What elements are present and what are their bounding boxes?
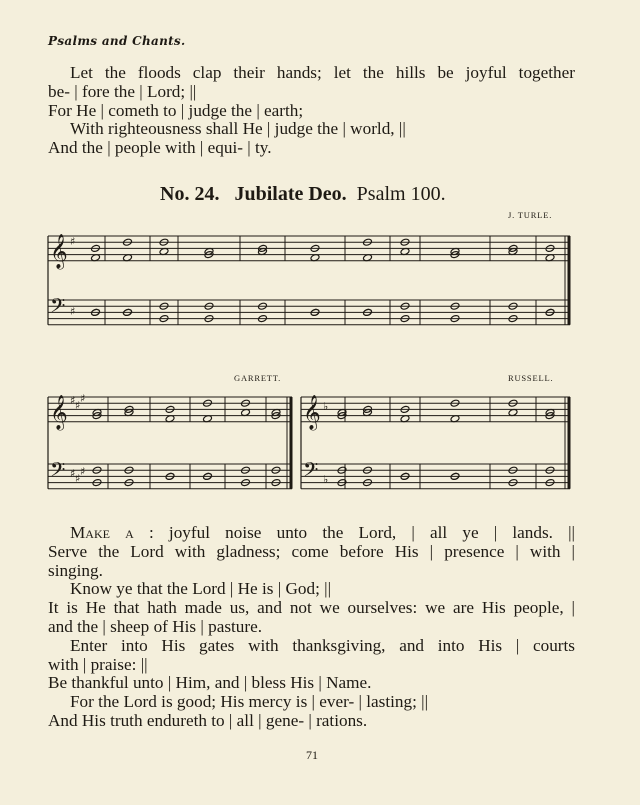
verse-line: Let the floods clap their hands; let the hills be joyful together	[70, 63, 575, 82]
chant-number: No. 24.	[160, 183, 220, 205]
system-2-bass-clef: 𝄢	[50, 458, 66, 486]
composer-first: J. TURLE.	[508, 210, 553, 220]
composer-third: RUSSELL.	[508, 373, 554, 383]
chant-name: Jubilate Deo.	[234, 183, 347, 205]
system-1-key-sign: ♯	[70, 305, 76, 318]
system-2-key-sign: ♯	[75, 472, 81, 485]
verse-line: and the | sheep of His | pasture.	[48, 616, 263, 636]
verse-line: Know ye that the Lord | He is | God; ||	[70, 579, 332, 599]
system-2-treble-clef: 𝄞	[50, 395, 68, 430]
verse-line: With righteousness shall He | judge the | world, ||	[70, 119, 406, 139]
verse-line: with | praise: ||	[48, 654, 148, 674]
verse-line: singing.	[48, 560, 103, 580]
system-3-bass-clef: 𝄢	[303, 458, 319, 486]
system-3-key-sign: ♭	[323, 400, 329, 413]
system-3-treble-clef: 𝄞	[303, 395, 321, 430]
composer-second: GARRETT.	[234, 373, 282, 383]
verse-line: For He | cometh to | judge the | earth;	[48, 100, 304, 120]
verse-line: Be thankful unto | Him, and | bless His | Name.	[48, 673, 372, 693]
verse-line: be- | fore the | Lord; ||	[48, 81, 197, 101]
verse-line: Enter into His gates with thanksgiving, and into His | courts	[70, 635, 575, 655]
system-2-key-sign: ♯	[80, 392, 86, 405]
system-2-key-sign: ♯	[70, 467, 76, 480]
verse-rest: : joyful noise unto the Lord, | all ye | lands. ||	[133, 523, 575, 542]
running-header: Psalms and Chants.	[48, 34, 186, 48]
system-1-treble-clef: 𝄞	[50, 234, 68, 269]
verse-line: And His truth endureth to | all | gene- | rations.	[48, 710, 368, 730]
verse-line: And the | people with | equi- | ty.	[48, 138, 272, 158]
system-1-bass-clef: 𝄢	[50, 294, 66, 322]
verse-line: For the Lord is good; His mercy is | ever- | lasting; ||	[70, 692, 429, 712]
verse-smallcaps: Make a	[70, 523, 134, 542]
verse-line	[48, 524, 575, 543]
system-2-key-sign: ♯	[80, 465, 86, 478]
system-1-key-sign: ♯	[70, 235, 76, 248]
verse-line: It is He that hath made us, and not we ourselves: we are His people, |	[48, 598, 575, 618]
verse-line: Serve the Lord with gladness; come before His | presence | with |	[48, 541, 575, 561]
system-3-key-sign: ♭	[323, 473, 329, 486]
page-number: 71	[306, 748, 318, 762]
chant-psalm: Psalm 100.	[356, 183, 446, 205]
verse-bottom	[48, 524, 575, 731]
system-2-key-sign: ♯	[75, 399, 81, 412]
system-2-key-sign: ♯	[70, 394, 76, 407]
